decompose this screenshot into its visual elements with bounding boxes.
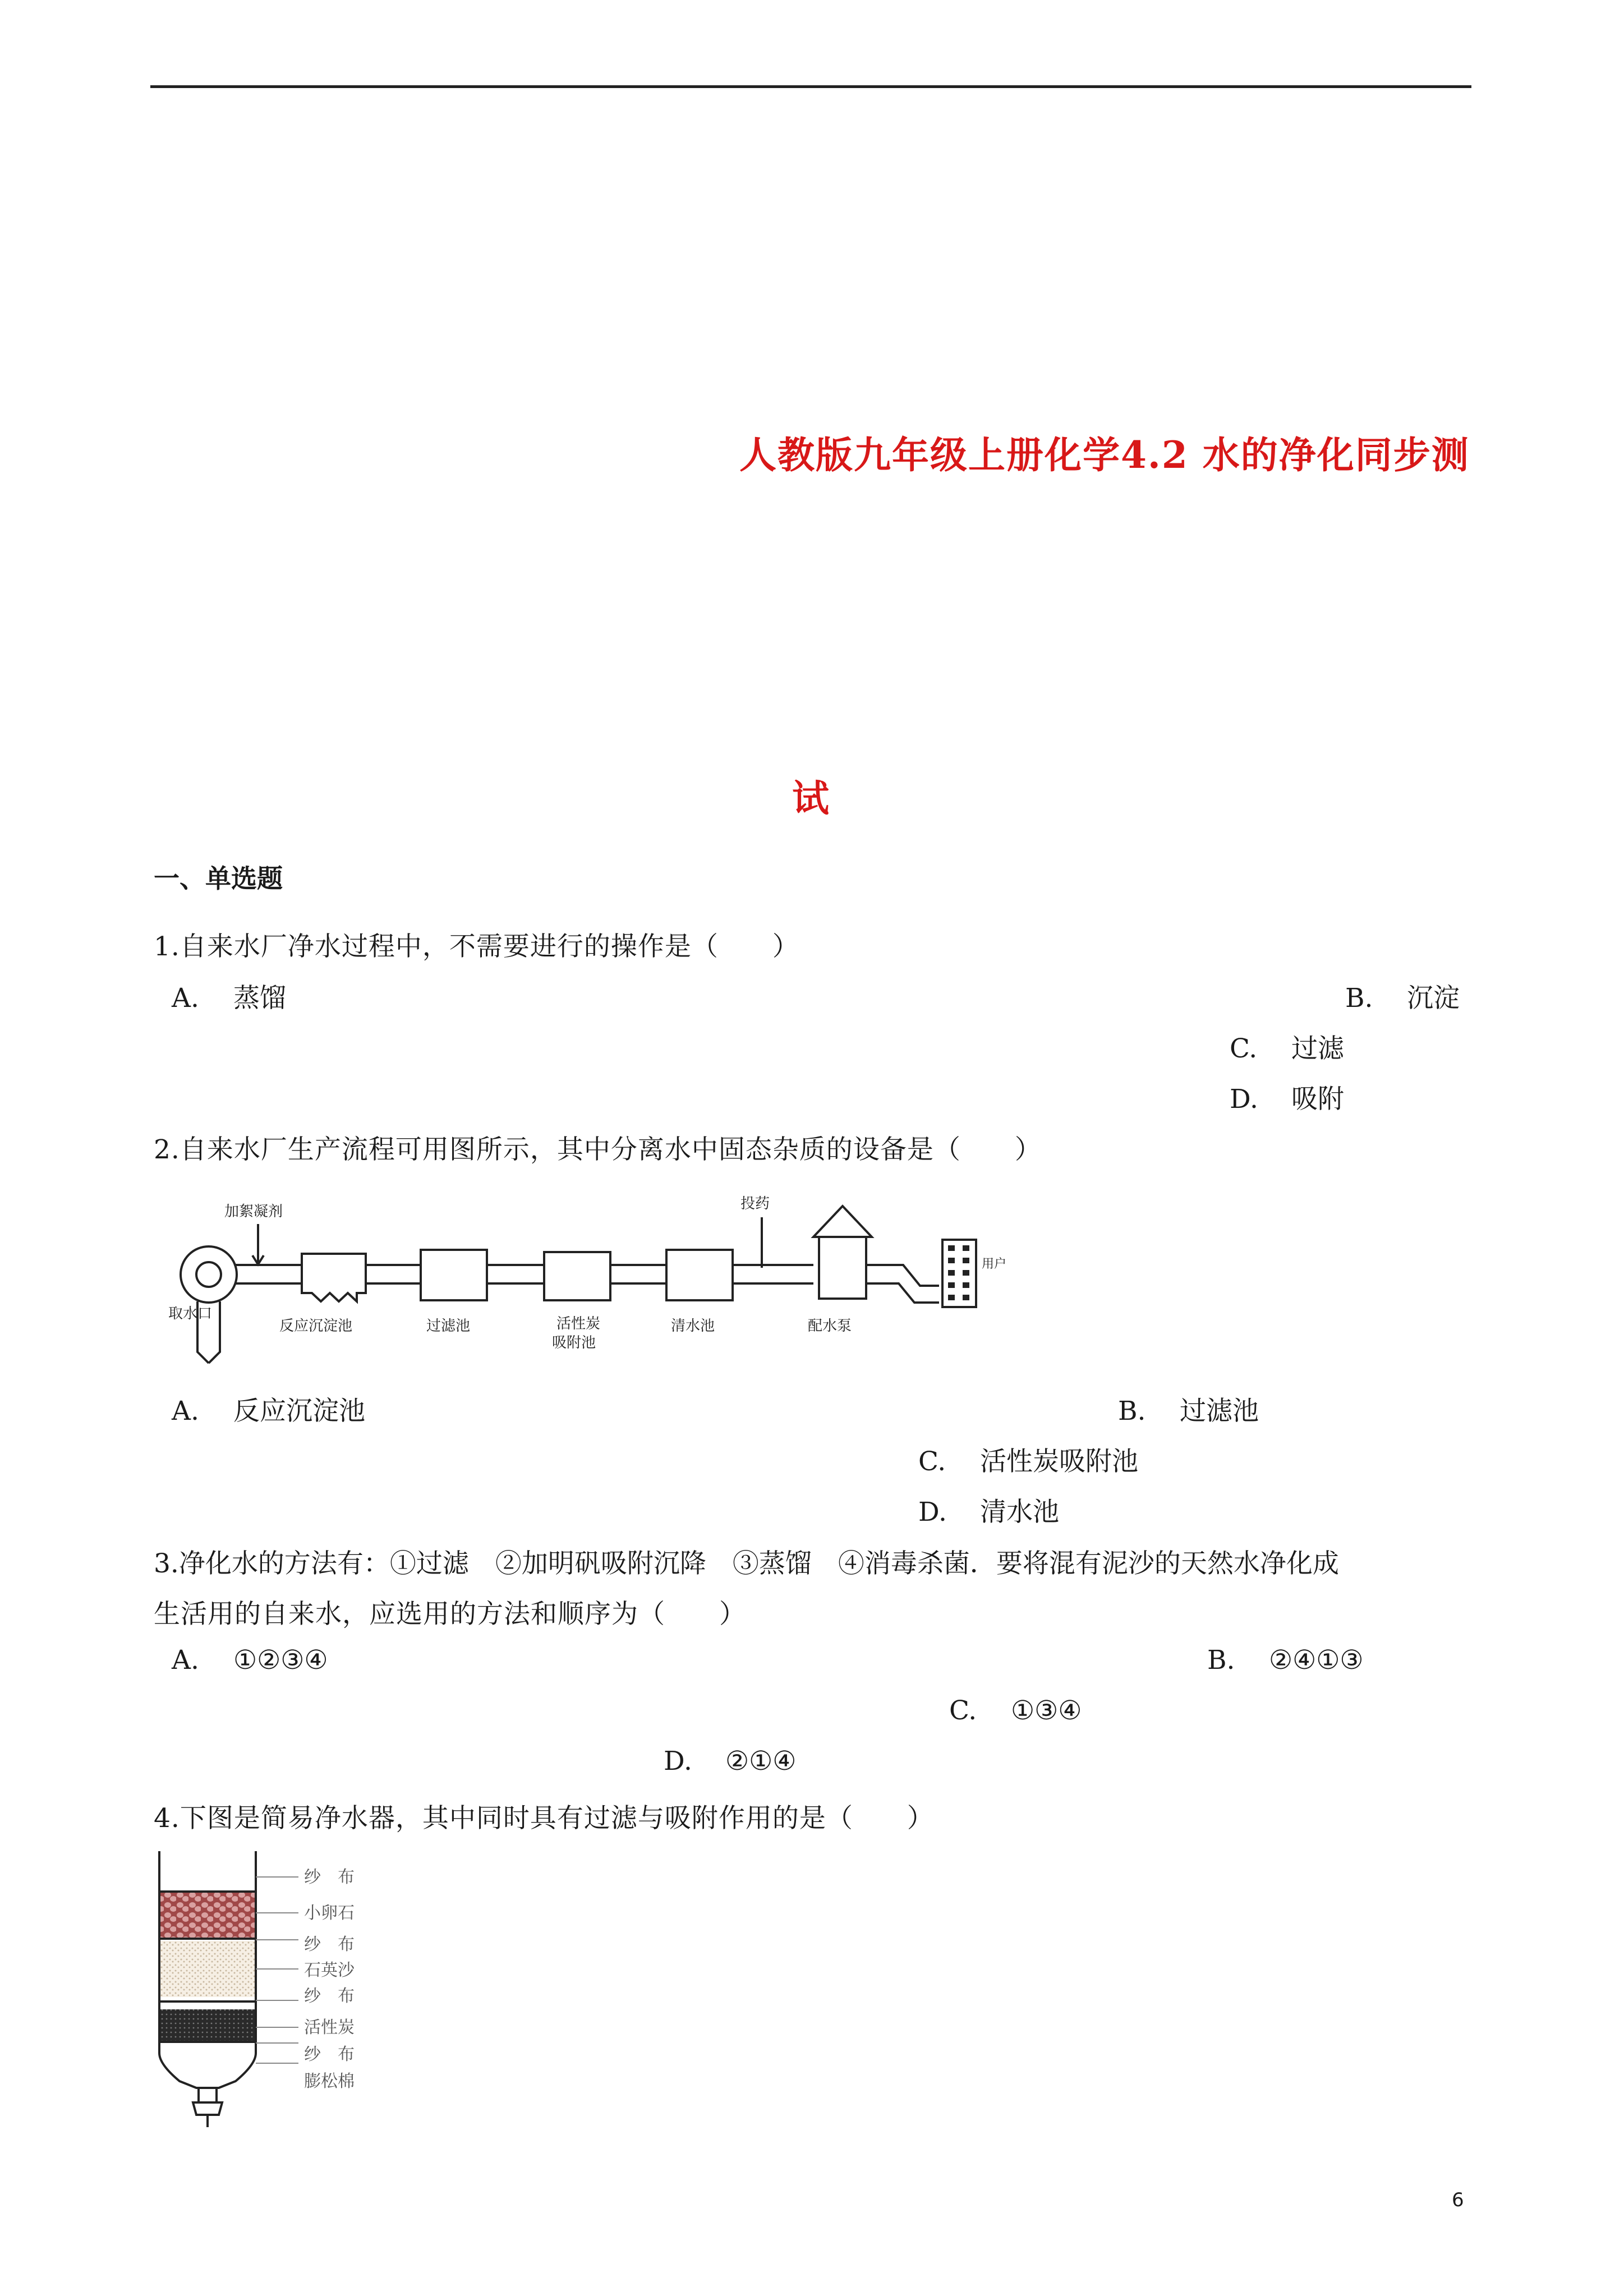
q3-option-c-text: ①③④ — [1011, 1695, 1082, 1726]
layer-sand — [159, 1941, 256, 1997]
q1-option-a-text: 蒸馏 — [233, 983, 286, 1014]
q3-option-d — [664, 1746, 796, 1777]
q3-option-a-text: ①②③④ — [233, 1645, 328, 1676]
q2-option-a-text: 反应沉淀池 — [233, 1396, 365, 1427]
q1-option-b-key: B. — [1345, 983, 1373, 1014]
q1-option-d-text: 吸附 — [1291, 1084, 1344, 1115]
user-buildings — [942, 1240, 976, 1307]
label-pump: 配水泵 — [808, 1318, 852, 1335]
q1-option-c — [1230, 1028, 1344, 1065]
q2-option-a-key: A. — [172, 1396, 199, 1427]
q3-option-a — [172, 1645, 328, 1676]
doc-title-line1: 人教版九年级上册化学4.2 水的净化同步测 — [739, 433, 1470, 477]
q2-option-d-text: 清水池 — [980, 1497, 1059, 1527]
q2-option-c-text: 活性炭吸附池 — [980, 1446, 1138, 1477]
label-layer-5: 纱 布 — [304, 1986, 355, 2006]
q1-option-a-key: A. — [172, 983, 199, 1014]
q2-option-d — [918, 1491, 1059, 1529]
q3-stem-line2: 生活用的自来水，应选用的方法和顺序为（ ） — [154, 1599, 746, 1630]
q1-option-a — [172, 977, 286, 1015]
tank-filter — [421, 1250, 487, 1300]
layer-pebbles — [159, 1892, 256, 1938]
q2-option-a — [172, 1390, 365, 1428]
tank-reaction — [302, 1254, 366, 1301]
q3-option-d-text: ②①④ — [725, 1746, 797, 1777]
doc-title-line2: 试 — [792, 776, 830, 820]
q2-option-c-key: C. — [918, 1446, 946, 1477]
q3-option-d-key: D. — [664, 1746, 692, 1777]
q2-option-b-key: B. — [1118, 1396, 1146, 1427]
tank-clear — [666, 1250, 733, 1300]
q4-stem: 4.下图是简易净水器，其中同时具有过滤与吸附作用的是（ ） — [154, 1803, 934, 1834]
label-layer-6: 活性炭 — [304, 2018, 355, 2037]
q1-option-d — [1230, 1078, 1344, 1116]
q2-stem: 2.自来水厂生产流程可用图所示，其中分离水中固态杂质的设备是（ ） — [154, 1134, 1042, 1165]
q2-option-b-text: 过滤池 — [1180, 1396, 1259, 1427]
simple-water-filter-diagram — [151, 1851, 421, 2132]
label-layer-3: 纱 布 — [304, 1935, 355, 1954]
label-coagulant: 加絮凝剂 — [224, 1203, 283, 1220]
label-layer-2: 小卵石 — [304, 1903, 355, 1923]
label-layer-8: 膨松棉 — [304, 2072, 355, 2091]
q1-option-d-key: D. — [1230, 1084, 1258, 1115]
tank-carbon — [544, 1252, 610, 1300]
q3-option-c — [949, 1695, 1082, 1726]
label-tank-reaction: 反应沉淀池 — [279, 1318, 353, 1335]
q1-option-c-text: 过滤 — [1291, 1033, 1344, 1064]
pump-house-roof — [813, 1206, 872, 1237]
label-dosing: 投药 — [740, 1195, 770, 1212]
q2-option-b — [1118, 1390, 1259, 1428]
q3-option-b-key: B. — [1207, 1645, 1235, 1676]
label-user: 用户 — [982, 1257, 1007, 1271]
q3-option-b-text: ②④①③ — [1269, 1645, 1364, 1676]
page-number: 6 — [1452, 2189, 1464, 2211]
label-layer-1: 纱 布 — [304, 1867, 355, 1887]
q3-option-b — [1207, 1645, 1364, 1676]
section-heading: 一、单选题 — [154, 863, 283, 894]
label-layer-4: 石英沙 — [304, 1961, 355, 1980]
header-rule — [150, 85, 1471, 88]
pump-house — [819, 1237, 866, 1299]
q3-option-c-key: C. — [949, 1695, 977, 1726]
intake-wheel — [181, 1246, 237, 1303]
q3-stem-line1: 3.净化水的方法有：①过滤 ②加明矾吸附沉降 ③蒸馏 ④消毒杀菌．要将混有泥沙的天然水净化成 — [154, 1548, 1339, 1579]
label-tank-carbon-a: 活性炭 — [556, 1315, 601, 1332]
q2-option-d-key: D. — [918, 1497, 947, 1527]
q1-stem: 1.自来水厂净水过程中，不需要进行的操作是（ ） — [154, 931, 799, 962]
label-tank-filter: 过滤池 — [426, 1318, 471, 1335]
q1-option-b-text: 沉淀 — [1407, 983, 1460, 1014]
layer-carbon — [159, 2009, 256, 2041]
label-tank-clear: 清水池 — [671, 1318, 715, 1335]
label-intake: 取水口 — [168, 1305, 213, 1322]
label-tank-carbon-b: 吸附池 — [552, 1335, 596, 1351]
q1-option-b — [1345, 977, 1460, 1015]
label-layer-7: 纱 布 — [304, 2045, 355, 2064]
q3-option-a-key: A. — [172, 1645, 199, 1676]
water-plant-flow-diagram — [157, 1184, 1021, 1374]
q1-option-c-key: C. — [1230, 1033, 1258, 1064]
q2-option-c — [918, 1441, 1138, 1478]
